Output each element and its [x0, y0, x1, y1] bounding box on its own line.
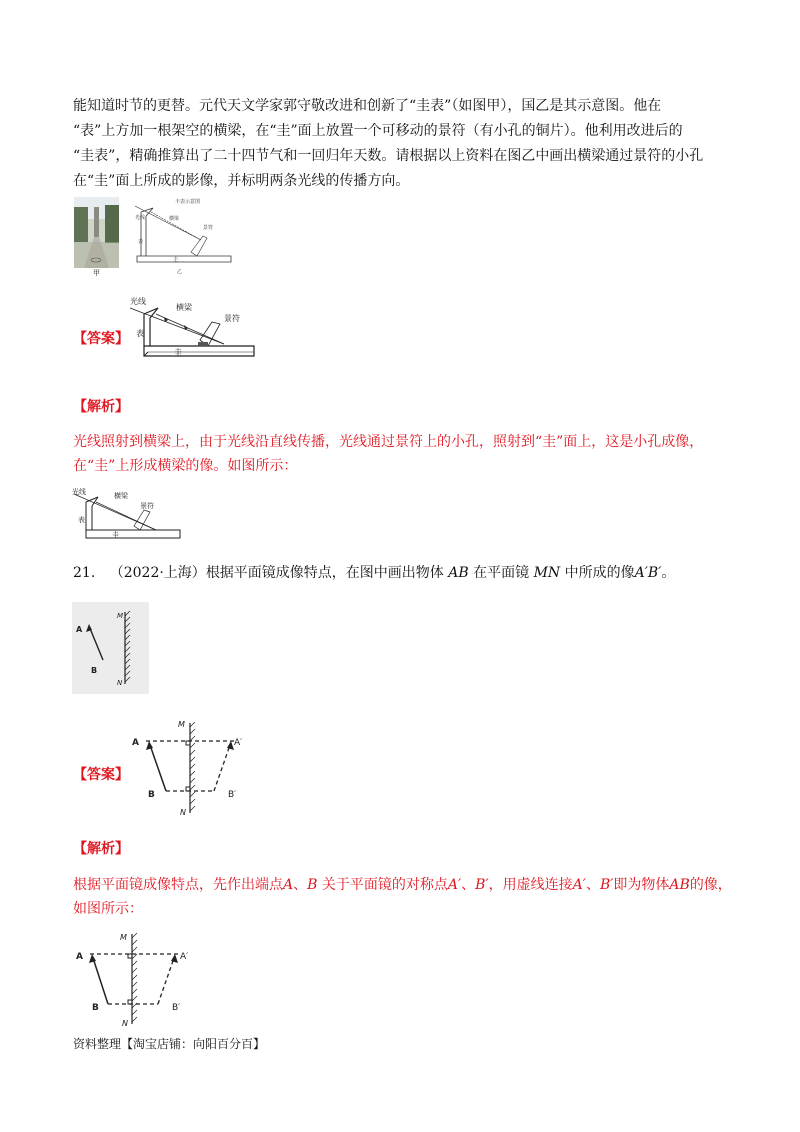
svg-text:B: B [91, 666, 98, 675]
svg-text:B′: B′ [228, 790, 237, 800]
question-source: （2022·上海） [109, 565, 206, 581]
question-number: 21. [73, 565, 96, 581]
svg-text:圭: 圭 [112, 531, 119, 539]
svg-text:B: B [148, 790, 155, 800]
analysis20-line-1: 光线照射到横梁上，由于光线沿直线传播，光线通过景符上的小孔，照射到“圭”面上，这是小孔成像， [73, 434, 704, 450]
svg-text:M: M [120, 933, 127, 942]
svg-text:圭: 圭 [173, 257, 179, 263]
analysis-mirror-figure [72, 928, 202, 1030]
intro-line-1: 能知道时节的更替。元代天文学家郭守敬改进和创新了“圭表”（如图甲），国乙是其示意图。他在 [73, 98, 662, 114]
svg-text:横梁: 横梁 [176, 303, 192, 312]
svg-text:景符: 景符 [140, 502, 154, 510]
svg-text:A: A [76, 625, 83, 634]
svg-text:A: A [132, 738, 139, 748]
analysis21-line-2: 如图所示： [73, 901, 143, 917]
svg-text:光线: 光线 [135, 215, 146, 221]
footer-source: 资料整理【淘宝店铺：向阳百分百】 [73, 1037, 266, 1051]
answer-label-21: 【答案】 [73, 767, 129, 783]
svg-text:表: 表 [78, 516, 85, 524]
analysis20-line-2: 在“圭”上形成横梁的像。如图所示： [73, 458, 298, 474]
svg-text:N: N [180, 808, 186, 817]
svg-text:N: N [117, 679, 123, 687]
analysis-diagram-20 [72, 484, 184, 544]
mirror-question-figure [72, 602, 149, 694]
photo-caption: 甲 [93, 269, 100, 277]
svg-text:横梁: 横梁 [114, 492, 128, 500]
diagram-title: 丰表示意图 [175, 199, 201, 205]
svg-text:A′: A′ [234, 738, 243, 748]
answer-label-20: 【答案】 [73, 331, 129, 347]
svg-text:表: 表 [136, 329, 144, 338]
svg-text:M: M [178, 720, 185, 729]
guibiao-diagram [133, 196, 235, 276]
svg-text:圭: 圭 [174, 348, 182, 357]
svg-text:景符: 景符 [203, 225, 214, 231]
question-21: 21. （2022·上海）根据平面镜成像特点，在图中画出物体 AB 在平面镜 MN 中所成的像A′B′。 [73, 565, 676, 581]
analysis21-line-1: 根据平面镜成像特点，先作出端点A、B 关于平面镜的对称点A′、B′，用虚线连接A′、B′即为物体AB的像， [73, 877, 732, 893]
svg-text:光线: 光线 [130, 297, 146, 306]
svg-text:表: 表 [138, 239, 144, 245]
svg-text:乙: 乙 [177, 269, 183, 275]
svg-text:B: B [92, 1003, 99, 1013]
svg-text:光线: 光线 [72, 488, 86, 496]
analysis-label-20: 【解析】 [73, 399, 129, 415]
intro-line-4: 在“圭”面上所成的影像，并标明两条光线的传播方向。 [73, 173, 410, 189]
svg-text:景符: 景符 [224, 314, 240, 323]
svg-text:A′: A′ [180, 952, 189, 962]
analysis-label-21: 【解析】 [73, 841, 129, 857]
svg-text:A: A [76, 952, 83, 962]
answer-diagram-20 [128, 294, 258, 362]
svg-text:N: N [122, 1019, 128, 1028]
intro-line-3: “圭表”，精确推算出了二十四节气和一回归年天数。请根据以上资料在图乙中画出横梁通过景符的小孔 [73, 148, 704, 164]
intro-line-2: “表”上方加一根架空的横梁，在“圭”面上放置一个可移动的景符（有小孔的铜片）。他利用改进后的 [73, 123, 683, 139]
svg-text:横梁: 横梁 [169, 216, 180, 222]
svg-text:B′: B′ [172, 1003, 181, 1013]
answer-mirror-figure [128, 715, 253, 820]
svg-text:M: M [117, 612, 124, 620]
guibiao-photo [74, 197, 119, 268]
